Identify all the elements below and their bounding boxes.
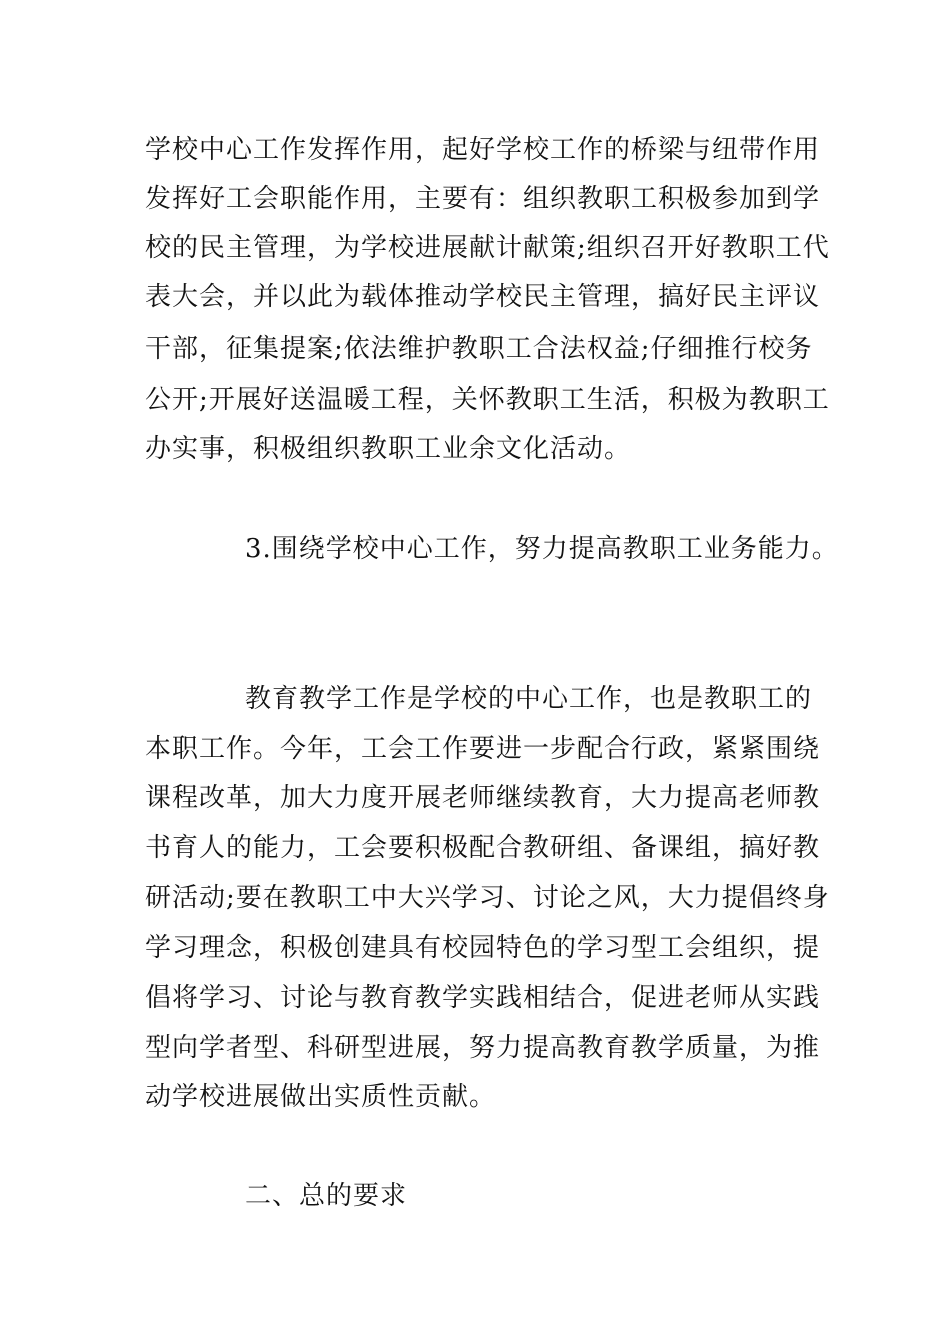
- text-line: 教育教学工作是学校的中心工作，也是教职工的: [245, 684, 813, 714]
- text-line: 公开;开展好送温暖工程，关怀教职工生活，积极为教职工: [145, 385, 830, 415]
- text-line: 发挥好工会职能作用，主要有：组织教职工积极参加到学: [145, 184, 821, 214]
- text-line: 表大会，并以此为载体推动学校民主管理，搞好民主评议: [145, 282, 821, 312]
- text-line: 动学校进展做出实质性贡献。: [145, 1082, 497, 1112]
- section-heading: 二、总的要求: [245, 1181, 408, 1211]
- text-line: 办实事，积极组织教职工业余文化活动。: [145, 434, 632, 464]
- text-line: 干部，征集提案;依法维护教职工合法权益;仔细推行校务: [145, 334, 813, 364]
- text-line: 型向学者型、科研型进展，努力提高教育教学质量，为推: [145, 1033, 821, 1063]
- text-line: 本职工作。今年，工会工作要进一步配合行政，紧紧围绕: [145, 734, 821, 764]
- subheading-3: 3.围绕学校中心工作，努力提高教职工业务能力。: [245, 534, 839, 564]
- text-line: 学习理念，积极创建具有校园特色的学习型工会组织，提: [145, 933, 821, 963]
- text-line: 倡将学习、讨论与教育教学实践相结合，促进老师从实践: [145, 983, 821, 1013]
- text-line: 书育人的能力，工会要积极配合教研组、备课组，搞好教: [145, 833, 821, 863]
- text-line: 学校中心工作发挥作用，起好学校工作的桥梁与纽带作用: [145, 135, 821, 165]
- text-line: 研活动;要在教职工中大兴学习、讨论之风，大力提倡终身: [145, 883, 830, 913]
- text-line: 校的民主管理，为学校进展献计献策;组织召开好教职工代: [145, 233, 830, 263]
- text-line: 课程改革，加大力度开展老师继续教育，大力提高老师教: [145, 783, 821, 813]
